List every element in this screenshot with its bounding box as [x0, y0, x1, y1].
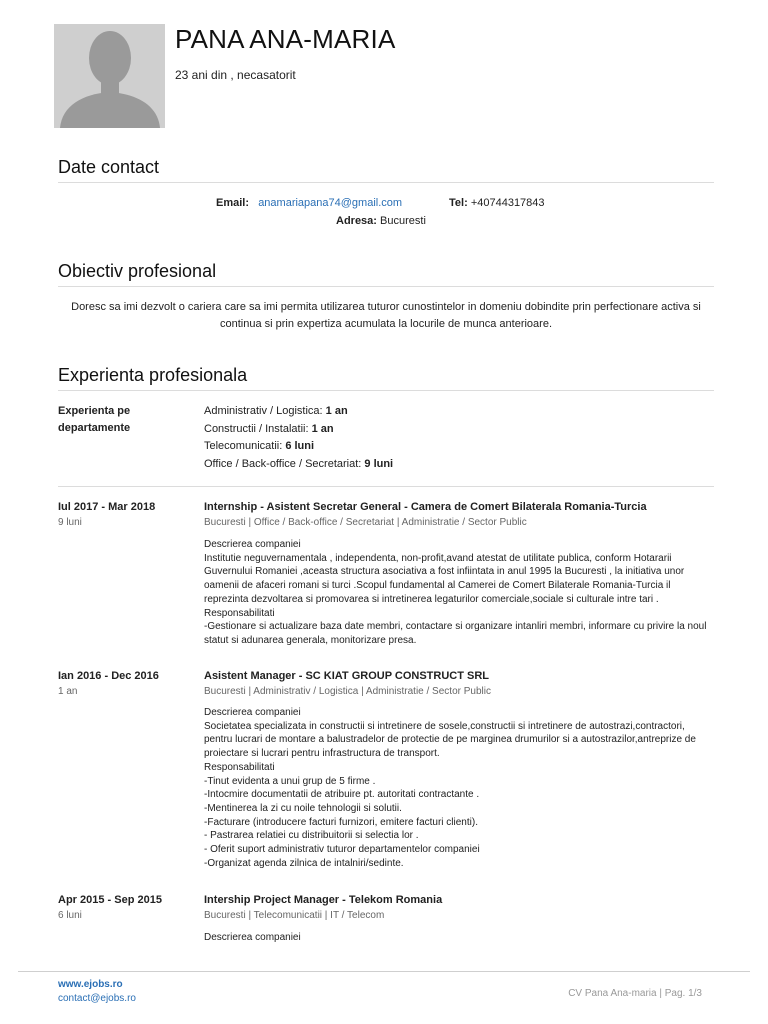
- divider: [58, 486, 714, 487]
- job-title: Asistent Manager - SC KIAT GROUP CONSTRUCT SRL: [204, 670, 490, 682]
- footer-site-link[interactable]: www.ejobs.ro: [58, 979, 123, 990]
- department-item: Telecomunicatii: 6 luni: [204, 440, 315, 452]
- section-title-experience: Experienta profesionala: [58, 365, 248, 385]
- job-period: Apr 2015 - Sep 2015: [58, 894, 162, 906]
- divider: [58, 182, 714, 183]
- divider: [58, 390, 714, 391]
- candidate-name: PANA ANA-MARIA: [175, 24, 396, 54]
- phone-label: Tel:: [449, 197, 468, 209]
- email-row: [216, 197, 402, 209]
- phone-value: +40744317843: [470, 197, 545, 209]
- footer-email-link[interactable]: contact@ejobs.ro: [58, 993, 136, 1004]
- candidate-details: 23 ani din , necasatorit: [175, 68, 296, 82]
- job-tags: Bucuresti | Office / Back-office / Secretariat | Administratie / Sector Public: [204, 517, 527, 528]
- section-title-objective: Obiectiv profesional: [58, 261, 217, 281]
- job-duration: 1 an: [58, 686, 78, 697]
- department-experience-list: [204, 403, 393, 473]
- department-item: Administrativ / Logistica: 1 an: [204, 405, 348, 417]
- job-title: Internship - Asistent Secretar General - Camera de Comert Bilaterala Romania-Turcia: [204, 501, 647, 513]
- job-description: Descrierea companiei Societatea specializata in constructii si intretinere de sosele,constructii si intretinere de autostrazi,contractori, pentru lucrari de montare a balustradelor de protectie de pe marginea drumurilor si a autostrazilor,antreprize de proiectare si lucrari pentru infrastructura de transport. Responsabilitati -Tinut evidenta a unui grup de 5 firme . -Intocmire documentatii de atribuire pt. autoritati contractante . -Mentinerea la zi cu noile tehnologii si solutii. -Facturare (introducere facturi furnizori, emitere facturi clienti). - Pastrarea relatiei cu distribuitorii si selectia lor . - Oferit suport administrativ tuturor departamentelor companiei -Organizat agenda zilnica de intalniri/sedinte.: [204, 707, 696, 869]
- divider: [58, 286, 714, 287]
- job-title: Intership Project Manager - Telekom Romania: [204, 894, 443, 906]
- footer-page-info: CV Pana Ana-maria | Pag. 1/3: [568, 988, 702, 999]
- section-title-contact: Date contact: [58, 157, 160, 177]
- department-item: Office / Back-office / Secretariat: 9 luni: [204, 457, 394, 470]
- footer-divider: [18, 971, 750, 972]
- job-period: Ian 2016 - Dec 2016: [58, 670, 159, 682]
- job-period: Iul 2017 - Mar 2018: [58, 501, 156, 513]
- job-description: Descrierea companiei Institutie neguvernamentala , independenta, non-profit,avand atestat de utilitate publica, conform Hotararii Guvernului Romaniei ,aceasta structura asociativa a fost infiintata in anul 1995 la Bucuresti , la initiativa unor oamenii de afaceri romani si turci .Scopul fundamental al Camerei de Comert Bilaterale Romania-Turcia il reprezinta dezvoltarea si promovarea si intretinerea legaturilor comerciale,sociale si culturale intre tari . Responsabilitati -Gestionare si actualizare baza date membri, contactare si organizare intanliri membri, informare cu privire la noul statut si adunarea generala, monitorizare presa.: [204, 539, 707, 646]
- avatar: [54, 24, 165, 128]
- job-description: Descrierea companiei: [204, 932, 301, 943]
- phone-row: [449, 197, 545, 209]
- job-duration: 6 luni: [58, 910, 82, 921]
- job-tags: Bucuresti | Telecomunicatii | IT / Telecom: [204, 910, 385, 921]
- job-tags: Bucuresti | Administrativ / Logistica | Administratie / Sector Public: [204, 686, 491, 697]
- department-experience-label: Experienta pe departamente: [58, 405, 131, 434]
- email-label: Email:: [216, 197, 250, 209]
- address-row: [336, 215, 426, 227]
- email-link[interactable]: anamariapana74@gmail.com: [258, 197, 403, 209]
- address-value: Bucuresti: [380, 215, 426, 227]
- job-duration: 9 luni: [58, 517, 82, 528]
- department-item: Constructii / Instalatii: 1 an: [204, 422, 334, 435]
- address-label: Adresa:: [336, 215, 377, 227]
- objective-text: Doresc sa imi dezvolt o cariera care sa imi permita utilizarea tuturor cunostintelor in domeniu dobindite prin perfectionare activa si continua si prin expertiza acumulata la locurile de munca anterioare.: [71, 301, 701, 330]
- person-silhouette-icon: [54, 24, 165, 128]
